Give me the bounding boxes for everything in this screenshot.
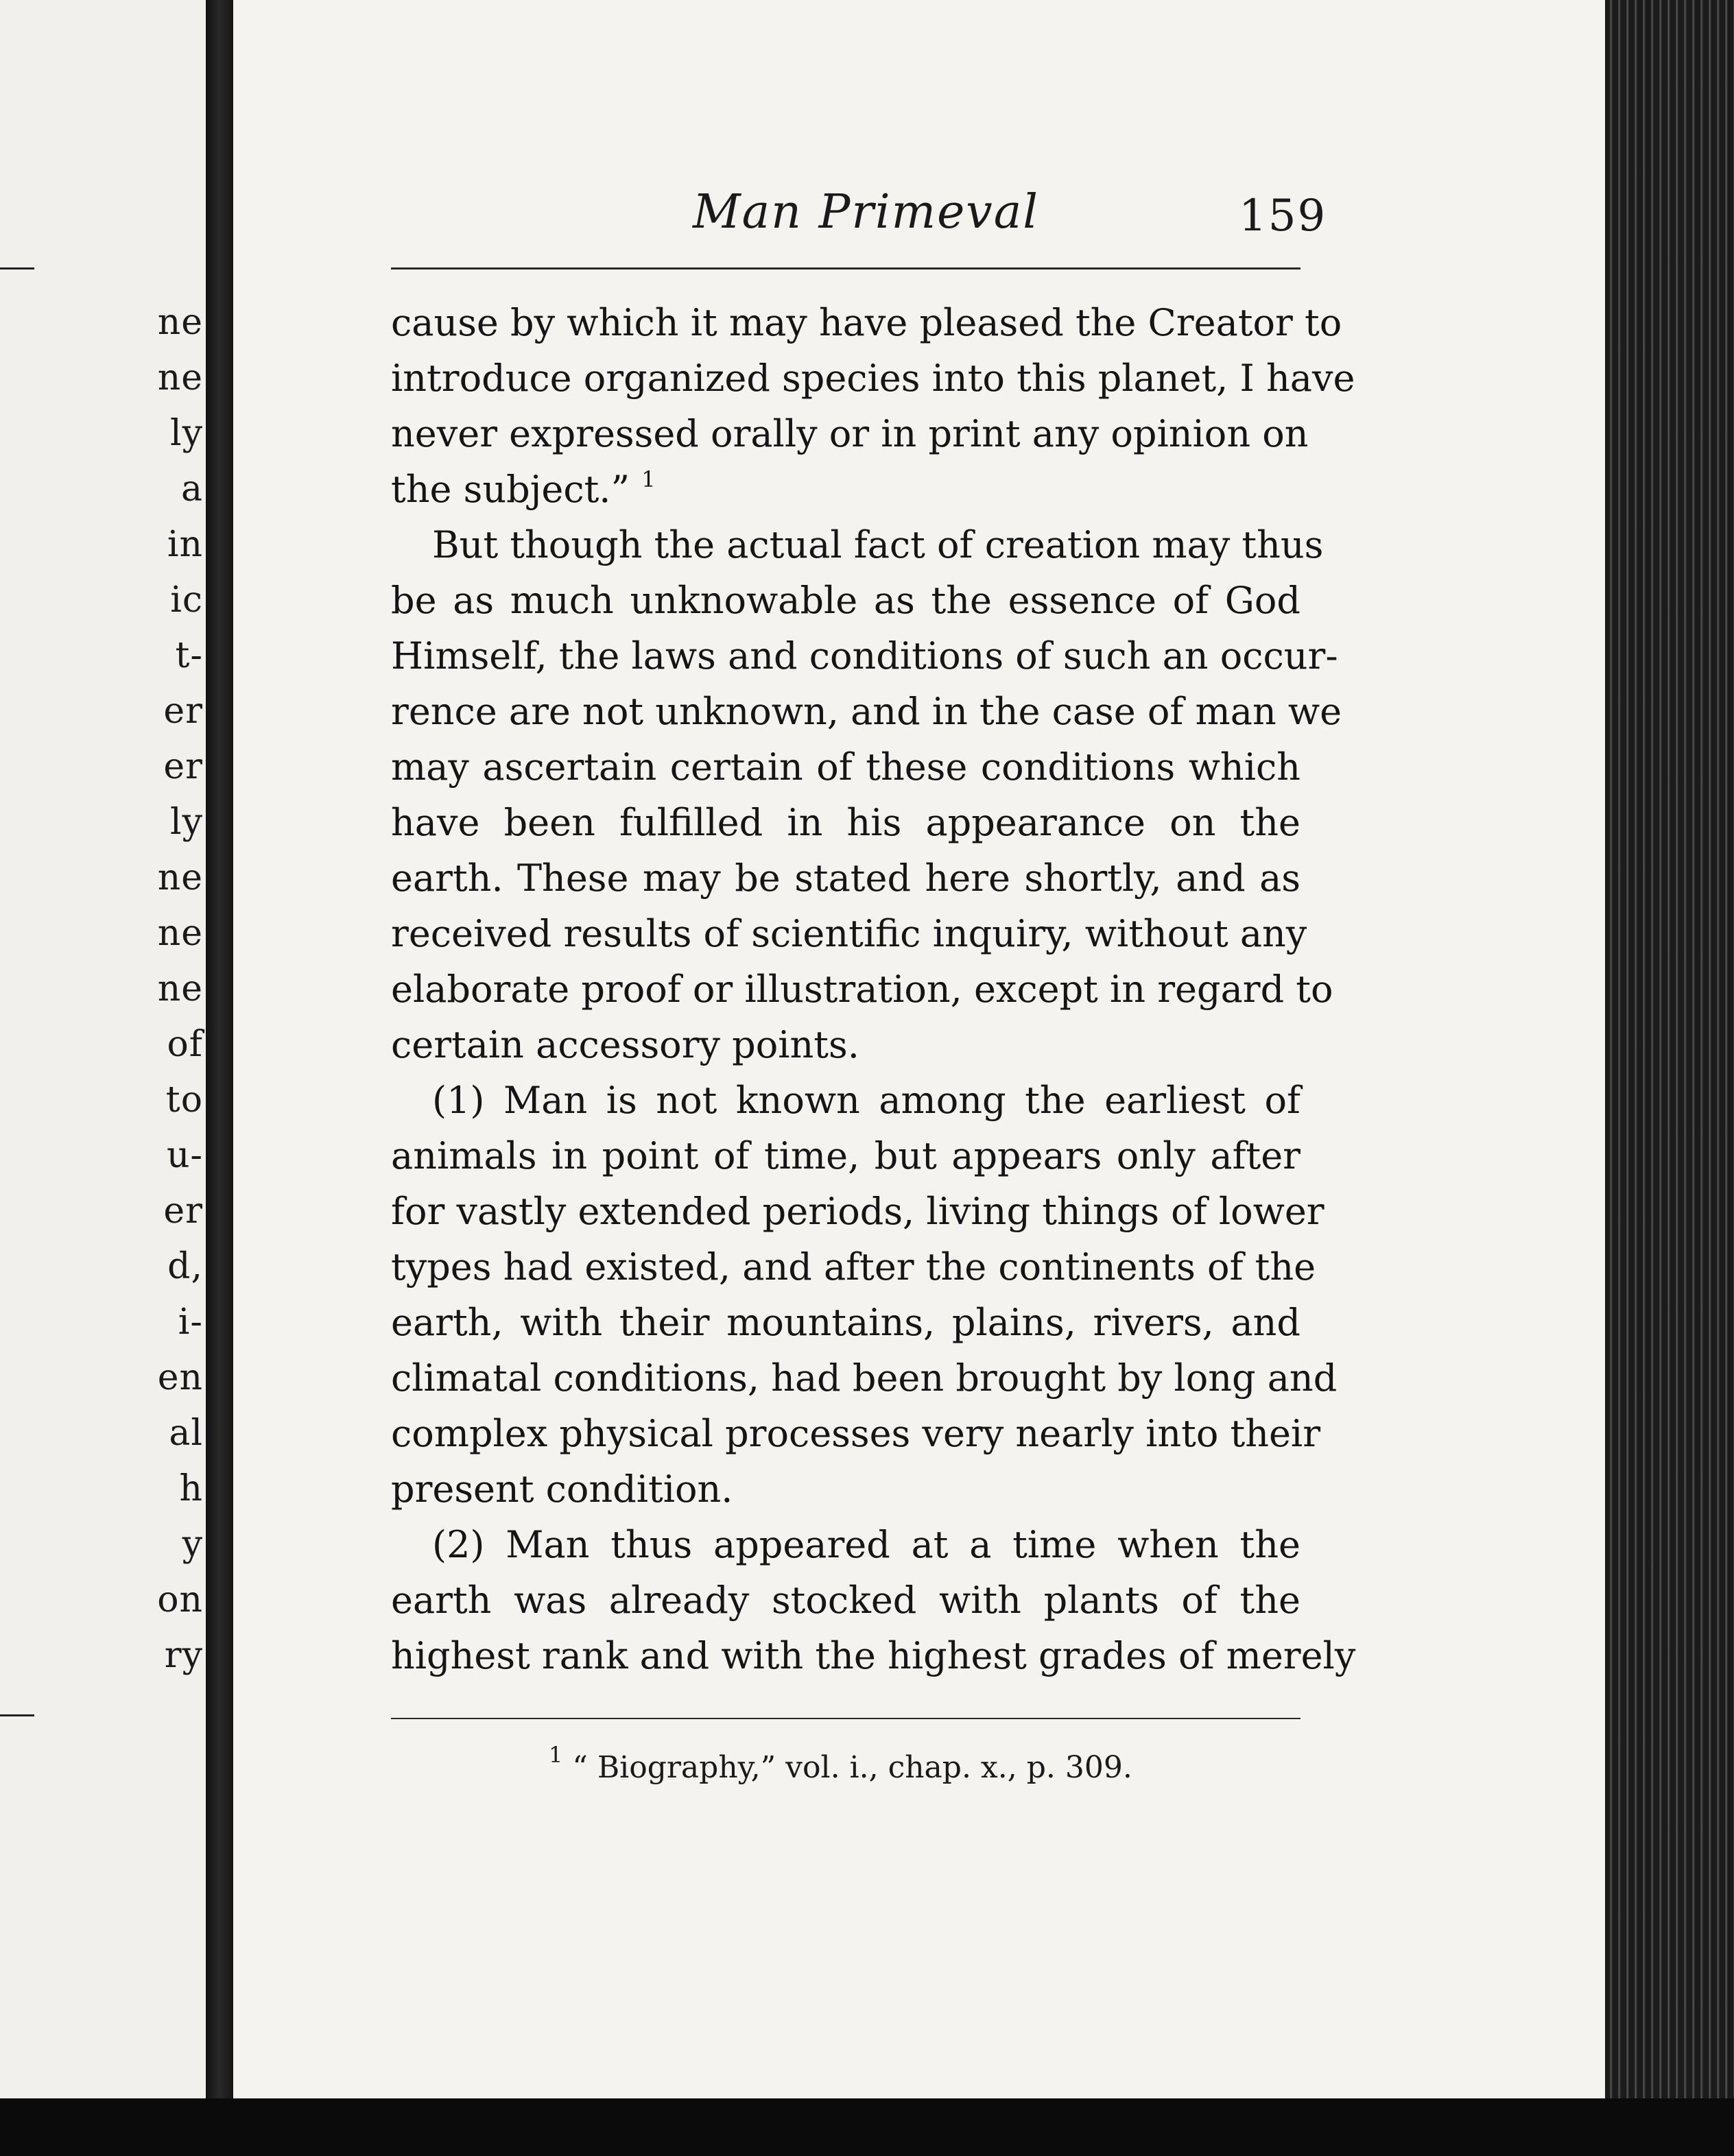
text-line-content: received results of scientific inquiry, without any xyxy=(391,912,1307,955)
facing-page-line-fragment: er xyxy=(163,746,203,787)
text-line xyxy=(391,1461,1300,1517)
text-line xyxy=(391,1406,1321,1461)
facing-page-line-fragment: y xyxy=(182,1524,203,1565)
body-text xyxy=(391,295,1356,1684)
footnote-text: “ Biography,” vol. i., chap. x., p. 309. xyxy=(572,1750,1132,1785)
footnote-rule xyxy=(391,1718,1300,1719)
facing-page-line-fragment: ne xyxy=(157,357,203,398)
text-line-content: (1) Man is not known among the earliest of xyxy=(432,1079,1300,1122)
facing-page-line-fragment: u- xyxy=(166,1135,203,1176)
text-line-content: for vastly extended periods, living things of lower xyxy=(391,1190,1325,1233)
text-line xyxy=(391,1572,1300,1628)
facing-page-header-rule xyxy=(0,267,34,270)
text-line-content: be as much unknowable as the essence of God xyxy=(391,579,1300,622)
facing-page-line-fragment: ic xyxy=(170,579,203,621)
scan-bottom-shadow xyxy=(0,2098,1734,2156)
facing-page-line-fragment: d, xyxy=(167,1246,203,1287)
text-line-content: rence are not unknown, and in the case of man we xyxy=(391,690,1342,733)
text-line xyxy=(391,1128,1300,1184)
text-line-content: cause by which it may have pleased the Creator to xyxy=(391,301,1342,344)
footnote-reference: 1 xyxy=(641,466,656,492)
facing-page-line-fragment: ly xyxy=(169,802,203,843)
text-line xyxy=(391,1350,1338,1406)
facing-page xyxy=(0,0,206,2156)
facing-page-line-fragment: ne xyxy=(157,968,203,1009)
facing-page-line-fragment: a xyxy=(180,468,203,510)
text-line xyxy=(391,628,1338,684)
facing-page-line-fragment: er xyxy=(163,691,203,732)
text-line xyxy=(391,739,1300,795)
text-line xyxy=(391,1295,1300,1350)
facing-page-line-fragment: h xyxy=(179,1468,203,1509)
text-line-content: climatal conditions, had been brought by long and xyxy=(391,1356,1338,1400)
text-line-content: never expressed orally or in print any opinion on xyxy=(391,412,1309,455)
text-line-content: animals in point of time, but appears only after xyxy=(391,1134,1300,1177)
footnote-marker: 1 xyxy=(549,1742,563,1768)
text-line xyxy=(391,850,1300,906)
text-line xyxy=(391,573,1300,628)
facing-page-line-fragment: of xyxy=(167,1024,203,1065)
facing-page-line-fragment: ry xyxy=(164,1635,203,1676)
text-line-content: highest rank and with the highest grades of merely xyxy=(391,1634,1356,1677)
text-line xyxy=(391,517,1324,573)
facing-page-footer-rule xyxy=(0,1714,34,1716)
facing-page-line-fragment: ne xyxy=(157,302,203,343)
text-line-content: Himself, the laws and conditions of such an occur- xyxy=(391,634,1338,678)
text-line xyxy=(391,1239,1316,1295)
text-line xyxy=(391,961,1333,1017)
facing-page-line-fragment: en xyxy=(157,1357,203,1398)
text-line-content: complex physical processes very nearly into their xyxy=(391,1412,1321,1455)
text-line xyxy=(391,350,1355,406)
facing-page-line-fragment: t- xyxy=(175,635,203,676)
text-line-content: types had existed, and after the continents of the xyxy=(391,1245,1316,1289)
facing-page-line-fragment: on xyxy=(157,1579,203,1620)
text-line-content: earth. These may be stated here shortly, and as xyxy=(391,857,1300,900)
header-rule xyxy=(391,267,1300,270)
text-line xyxy=(391,1628,1356,1684)
facing-page-line-fragment: i- xyxy=(178,1302,203,1343)
text-line-content: may ascertain certain of these conditions which xyxy=(391,745,1300,789)
book-gutter xyxy=(206,0,233,2156)
text-line xyxy=(391,684,1342,739)
text-line xyxy=(391,295,1342,350)
facing-page-line-fragment: ne xyxy=(157,857,203,898)
facing-page-line-fragment: ne xyxy=(157,913,203,954)
facing-page-line-fragment: er xyxy=(163,1190,203,1232)
text-line xyxy=(391,1017,1300,1073)
book-page-edges xyxy=(1605,0,1734,2156)
text-line-content: earth, with their mountains, plains, rivers, and xyxy=(391,1301,1300,1344)
text-line-content: introduce organized species into this planet, I have xyxy=(391,357,1355,400)
facing-page-line-fragment: al xyxy=(169,1413,203,1454)
text-line-content: But though the actual fact of creation may thus xyxy=(432,523,1324,566)
running-head-title: Man Primeval xyxy=(693,185,1040,239)
text-line xyxy=(391,1517,1300,1572)
footnote xyxy=(549,1742,1132,1785)
text-line xyxy=(391,795,1300,850)
page-number: 159 xyxy=(1239,191,1327,241)
facing-page-line-fragment: in xyxy=(167,524,203,565)
text-line-content: the subject.” xyxy=(391,468,642,511)
text-line xyxy=(391,1184,1325,1239)
text-line xyxy=(391,906,1307,961)
text-line-content: earth was already stocked with plants of the xyxy=(391,1579,1300,1622)
facing-page-line-fragment: to xyxy=(165,1079,203,1121)
text-line-content: present condition. xyxy=(391,1468,733,1511)
text-line-content: certain accessory points. xyxy=(391,1023,859,1066)
facing-page-line-fragment: ly xyxy=(169,413,203,454)
text-line-content: (2) Man thus appeared at a time when the xyxy=(432,1523,1300,1566)
text-line-content: have been fulfilled in his appearance on the xyxy=(391,801,1300,844)
text-line xyxy=(391,406,1309,462)
text-line xyxy=(391,1073,1300,1128)
text-line xyxy=(391,462,1300,517)
text-line-content: elaborate proof or illustration, except in regard to xyxy=(391,968,1333,1011)
